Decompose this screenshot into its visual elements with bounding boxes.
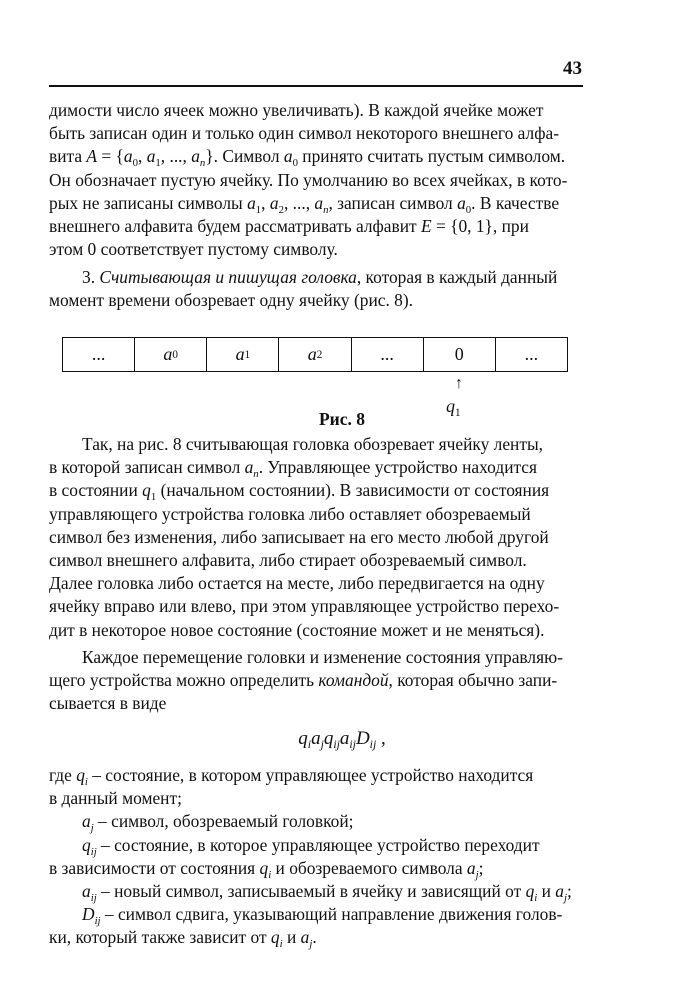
line: быть записан один и только один символ некоторого внешнего алфа- [49,123,559,144]
line: вита $A = \{a_0$, $a_1$, ..., $a_n$}. Символ $a_0$ принято считать пустым символом. [49,146,566,170]
tape-cell: ... [524,344,539,364]
line: момент времени обозревает одну ячейку (рис. 8). [49,290,413,311]
tape-cell: ... [63,338,135,371]
definition-qij: $q_{ij}$ – состояние, в которое управляющее устройство переходит [82,834,540,858]
line: 3. Считывающая и пишущая головка, которая в каждый данный [82,267,558,287]
line: управляющего устройства головка либо оставляет обозреваемый [49,503,531,524]
definitions-list [49,764,583,950]
definition-aj: $a_j$ – символ, обозреваемый головкой; [82,811,354,835]
head-arrow-icon: ↑ [455,375,463,392]
tape-cell: a 0 [135,338,207,371]
command-formula: $q_ia_jq_{ij}a_{ij}D_{ij}$ , [298,728,386,752]
line: дит в некоторое новое состояние (состояние может и не меняться). [49,619,545,640]
line: рых не записаны символы $a_1$, $a_2$, ..., $a_n$, записан символ $a_0$. В качестве [49,192,560,216]
line: ячейку вправо или влево, при этом управляющее устройство перехо- [49,596,560,617]
line: Каждое перемещение головки и изменение состояния управляю- [82,647,563,667]
line: в состоянии $q_1$ (начальном состоянии). В зависимости от состояния [49,480,550,504]
line: Далее головка либо остается на месте, либо передвигается на одну [49,573,545,594]
line: в данный момент; [49,788,182,809]
line: Он обозначает пустую ячейку. По умолчанию во всех ячейках, в кото- [49,169,568,190]
figure-caption: Рис. 8 [318,409,366,429]
line: где $q_i$ – состояние, в котором управляющее устройство находится [49,765,534,788]
line: в зависимости от состояния $q_i$ и обозреваемого символа $a_j$; [49,857,484,881]
page-number: 43 [563,58,582,79]
line: сывается в виде [49,693,167,714]
line: Так, на рис. 8 считывающая головка обозревает ячейку ленты, [82,434,543,454]
line: символ внешнего алфавита, либо стирает обозреваемый символ. [49,550,527,571]
tape-cell: a 1 [207,338,279,371]
term-command: командой [318,670,389,691]
line: внешнего алфавита будем рассматривать алфавит E = {0, 1}, при [49,216,529,237]
line: этом 0 соответствует пустому символу. [49,239,338,260]
definition-dij: $D_{ij}$ – символ сдвига, указывающий направление движения голов- [82,904,563,927]
tape-cell: ... [352,338,424,371]
tape-cell: a 2 [279,338,351,371]
paragraph-alphabet [49,99,583,261]
header-rule [49,85,583,87]
line: символ без изменения, либо записывает на его место любой другой [49,526,549,547]
term-head: Считывающая и пишущая головка [99,267,357,287]
paragraph-head-operation [49,433,583,642]
line: димости число ячеек можно увеличивать). В каждой ячейке может [49,100,544,120]
tape-figure [62,337,568,372]
line: щего устройства можно определить командой, которая обычно запи- [49,670,558,691]
paragraph-head [49,266,583,312]
paragraph-command [49,646,583,716]
line: в которой записан символ $a_n$. Управляющее устройство находится [49,457,538,480]
tape-cell: 0 [424,338,496,371]
head-state-label: $q_1$ [446,396,461,419]
definition-aij: $a_{ij}$ – новый символ, записываемый в ячейку и зависящий от $q_i$ и $a_j$; [82,881,572,904]
line: ки, который также зависит от $q_i$ и $a_j$. [49,927,317,951]
